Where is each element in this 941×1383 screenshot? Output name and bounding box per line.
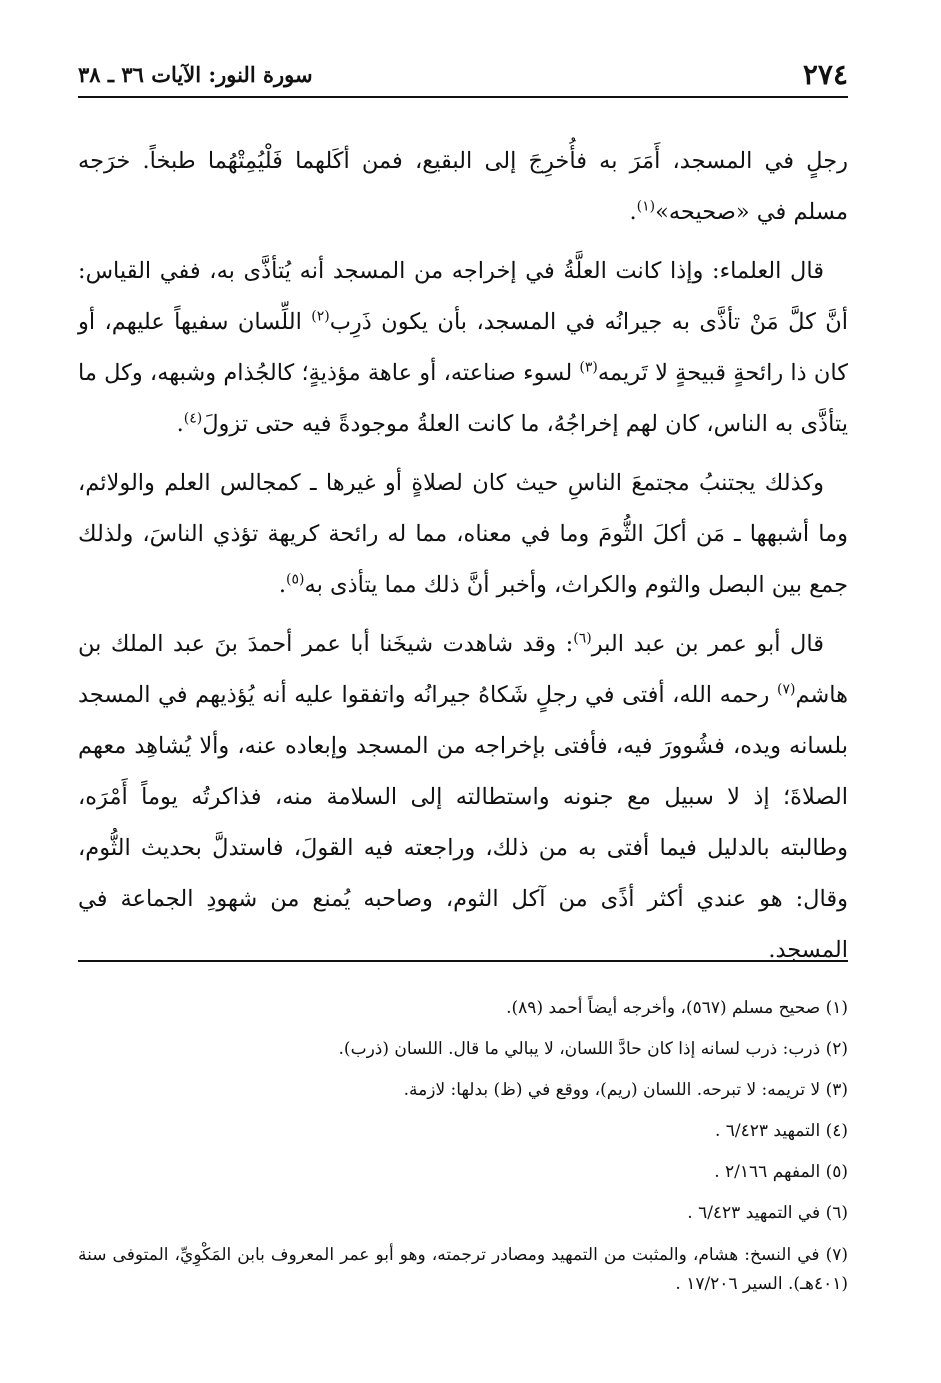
paragraph-1-text: رجلٍ في المسجد، أَمَرَ به فأُخرِجَ إلى البقيع، فمن أكَلهما فَلْيُمِتْهُما طبخاً. خرَجه مسلم في «صحيحه» [78,148,848,225]
footnote-ref-3[interactable]: (٣) [579,359,598,376]
footnotes-list [78,988,848,1299]
footnote-4: (٤) التمهيد ٦/٤٢٣ . [714,1121,848,1141]
footnote-ref-6[interactable]: (٦) [573,630,592,647]
paragraph-4 [78,619,848,976]
footnote-6: (٦) في التمهيد ٦/٤٢٣ . [687,1203,848,1223]
footnote-ref-1[interactable]: (١) [636,198,656,215]
footnote-2: (٢) ذرب: ذرب لسانه إذا كان حادَّ اللسان، لا يبالي ما قال. اللسان (ذرب). [338,1039,848,1059]
paragraph-2-text-a: قال العلماء: وإذا كانت العلَّةُ في إخراجه من المسجد أنه يُتأذَّى به، ففي القياس: أنَّ كلَّ مَنْ تأذَّى به جيرانُه في المسجد، بأن يكون ذَرِب [78,258,848,335]
page-number: ٢٧٤ [802,58,848,91]
paragraph-4-text-b: : وقد شاهدت شيخَنا أبا عمر أحمدَ بنَ عبد الملك بن هاشم [78,631,848,708]
footnote-ref-4[interactable]: (٤) [183,410,203,427]
paragraph-4-text-c: رحمه الله، أفتى في رجلٍ شَكاهُ جيرانُه واتفقوا عليه أنه يُؤذيهم في المسجد بلسانه ويده، فشُوورَ فيه، فأفتى بإخراجه من المسجد وإبعاده عنه، وألا يُشاهِد معهم الصلاةَ؛ إذ لا سبيل مع جنونه واستطالته إلى السلامة منه، فذاكرتُه يوماً أَمْرَه، وطالبته بالدليل فيما أفتى به من ذلك، وراجعته فيه القولَ، فاستدلَّ بحديث الثُّوم، وقال: هو عندي أكثر أذًى من آكل الثوم، وصاحبه يُمنع من شهودِ الجماعة في المسجد. [78,682,848,963]
paragraph-2 [78,246,848,450]
paragraph-3-end: . [278,572,287,598]
paragraph-3 [78,458,848,611]
page-header [78,56,848,96]
paragraph-2-end: . [176,411,184,437]
paragraph-1-end: . [629,199,637,225]
footnote-5: (٥) المفهم ٢/١٦٦ . [714,1162,848,1182]
footnote-separator [78,960,848,962]
footnote-3: (٣) لا تريمه: لا تبرحه. اللسان (ريم)، ووقع في (ظ) بدلها: لازمة. [403,1080,848,1100]
running-title: سورة النور: الآيات ٣٦ ـ ٣٨ [78,62,313,87]
footnote-ref-5[interactable]: (٥) [286,571,305,588]
main-text [78,136,848,984]
paragraph-4-text-a: قال أبو عمر بن عبد البر [591,631,825,657]
footnote-1: (١) صحيح مسلم (٥٦٧)، وأخرجه أيضاً أحمد (٨٩). [506,998,848,1018]
paragraph-2-text-b: اللِّسان سفيهاً عليهم، أو كان ذا رائحةٍ قبيحةٍ لا تَريمه [78,309,848,386]
footnote-ref-2[interactable]: (٢) [311,308,330,325]
header-rule [78,96,848,98]
footnote-7: (٧) في النسخ: هشام، والمثبت من التمهيد ومصادر ترجمته، وهو أبو عمر المعروف بابن المَكْوِيِّ، المتوفى سنة (٤٠١هـ). السير ١٧/٢٠٦ . [78,1245,848,1294]
paragraph-1 [78,136,848,238]
footnote-ref-7[interactable]: (٧) [776,681,796,698]
paragraph-3-text: وكذلك يجتنبُ مجتمعَ الناسِ حيث كان لصلاةٍ أو غيرها ـ كمجالس العلم والولائم، وما أشبهها ـ مَن أكلَ الثُّومَ وما في معناه، مما له رائحة كريهة تؤذي الناسَ، ولذلك جمع بين البصل والثوم والكراث، وأخبر أنَّ ذلك مما يتأذى به [78,470,848,598]
paragraph-2-text-c: لسوء صناعته، أو عاهة مؤذيةٍ؛ كالجُذام وشبهه، وكل ما يتأذَّى به الناس، كان لهم إخراجُهُ، ما كانت العلةُ موجودةً فيه حتى تزولَ [78,360,848,437]
